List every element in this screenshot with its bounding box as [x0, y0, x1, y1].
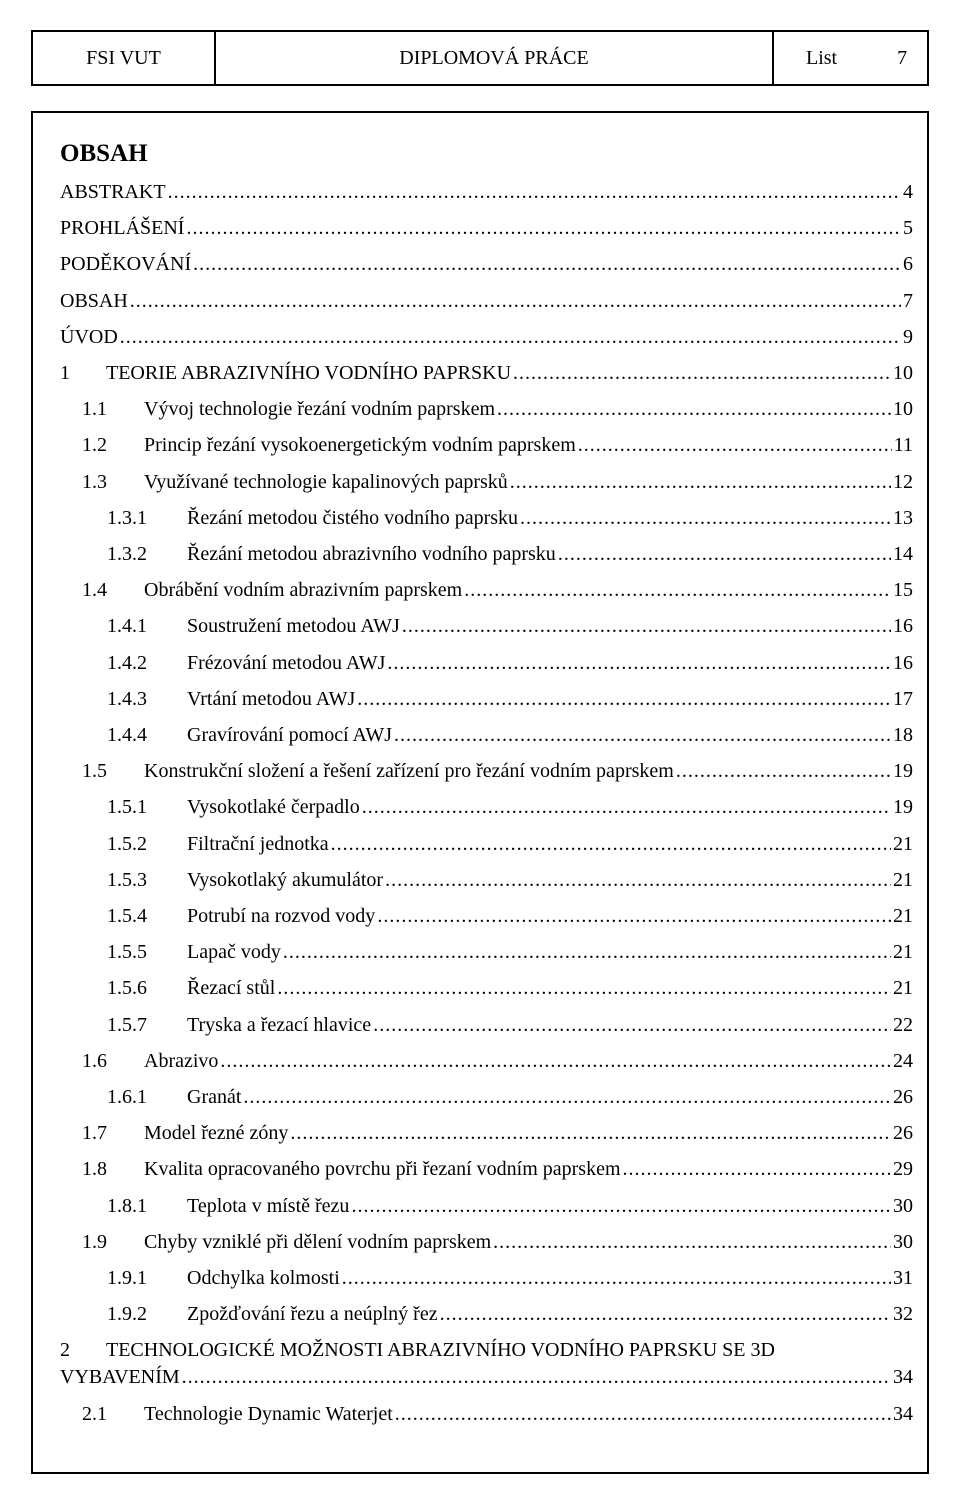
toc-entry-page: 10 [893, 362, 913, 384]
toc-entry-text: TEORIE ABRAZIVNÍHO VODNÍHO PAPRSKU [106, 362, 512, 384]
toc-entry-page: 7 [903, 289, 913, 312]
toc-leader-dots [377, 901, 891, 931]
toc-entry-text: Zpožďování řezu a neúplný řez [187, 1303, 438, 1326]
toc-entry[interactable] [60, 286, 913, 322]
toc-entry-number: 1.9.2 [107, 1303, 147, 1326]
toc-leader-dots [290, 1118, 891, 1148]
toc-entry-page: 9 [903, 325, 913, 348]
toc-entry[interactable] [82, 1154, 913, 1190]
toc-entry-page: 26 [893, 1122, 913, 1145]
toc-entry-number: 1.4 [82, 579, 107, 602]
toc-entry-page: 4 [903, 181, 913, 203]
toc-entry[interactable] [82, 430, 913, 466]
toc-entry-number: 1.4.2 [107, 651, 147, 674]
toc-leader-dots [362, 792, 891, 822]
toc-entry[interactable] [107, 1191, 913, 1227]
page-header [31, 30, 929, 86]
toc-leader-dots [385, 865, 891, 895]
toc-leader-dots [130, 286, 901, 316]
toc-entry[interactable] [107, 792, 913, 828]
toc-entry-page: 21 [893, 905, 913, 927]
toc-entry-text-continued: VYBAVENÍM [60, 1366, 180, 1389]
toc-entry[interactable] [82, 394, 913, 430]
toc-leader-dots [394, 720, 891, 750]
toc-entry-text: Teplota v místě řezu [187, 1194, 350, 1217]
header-page-number: 7 [897, 46, 908, 69]
toc-entry[interactable] [107, 611, 913, 647]
toc-entry[interactable] [107, 684, 913, 720]
toc-entry[interactable] [107, 503, 913, 539]
toc-leader-dots [373, 1010, 891, 1040]
toc-entry-page: 21 [893, 868, 913, 891]
toc-entry-text: PODĚKOVÁNÍ [60, 253, 192, 276]
toc-entry-page: 21 [893, 832, 913, 855]
toc-entry[interactable] [82, 1399, 913, 1435]
toc-entry-text: PROHLÁŠENÍ [60, 217, 185, 240]
toc-entry[interactable] [107, 648, 913, 684]
toc-entry[interactable] [107, 865, 913, 901]
toc-entry[interactable] [107, 1010, 913, 1046]
toc-leader-dots [464, 575, 891, 605]
toc-entry-page: 24 [893, 1049, 913, 1072]
toc-entry-page: 21 [893, 977, 913, 1000]
toc-entry-text: Granát [187, 1086, 242, 1108]
toc-entry-page: 31 [893, 1267, 913, 1289]
toc-entry-page: 34 [893, 1366, 913, 1389]
toc-leader-dots [497, 394, 891, 424]
toc-leader-dots [120, 322, 901, 352]
toc-leader-dots [493, 1227, 891, 1257]
header-school: FSI VUT [33, 32, 216, 84]
toc-entry-number: 1.3.2 [107, 543, 147, 565]
toc-entry-page: 13 [893, 506, 913, 529]
toc-entry-text: Konstrukční složení a řešení zařízení pro řezání vodním paprskem [144, 760, 674, 783]
toc-entry[interactable] [82, 1118, 913, 1154]
toc-entry-text: Vrtání metodou AWJ [187, 687, 356, 710]
toc-entry[interactable] [107, 1299, 913, 1335]
toc-entry-text: Odchylka kolmosti [187, 1267, 340, 1289]
toc-entry-text: Vývoj technologie řezání vodním paprskem [144, 398, 496, 421]
toc-entry-page: 21 [893, 941, 913, 964]
toc-entry-page: 11 [893, 434, 913, 457]
toc-entry-number: 1.8.1 [107, 1194, 147, 1217]
toc-entry[interactable] [107, 829, 913, 865]
toc-entry-text: Vysokotlaké čerpadlo [187, 796, 360, 819]
toc-entry[interactable] [60, 322, 913, 358]
toc-leader-dots [283, 937, 891, 967]
toc-entry-number: 1.5.5 [107, 941, 147, 964]
toc-entry-page: 30 [893, 1194, 913, 1217]
toc-entry-page: 16 [893, 615, 913, 638]
toc-entry-text: OBSAH [60, 289, 128, 312]
toc-entry-page: 30 [893, 1230, 913, 1253]
toc-entry-number: 1.5.1 [107, 796, 147, 819]
toc-entry-text: Řezání metodou čistého vodního paprsku [187, 506, 519, 529]
toc-leader-dots [168, 177, 901, 207]
toc-title: OBSAH [60, 140, 148, 167]
toc-entry[interactable] [107, 539, 913, 575]
toc-entry[interactable] [82, 756, 913, 792]
toc-entry-text: Řezací stůl [187, 977, 276, 1000]
toc-entry[interactable] [107, 720, 913, 756]
toc-entry[interactable] [82, 1227, 913, 1263]
toc-entry-page: 34 [893, 1402, 913, 1425]
toc-entry-text: ABSTRAKT [60, 181, 166, 203]
toc-entry-page: 17 [893, 687, 913, 710]
toc-entry[interactable] [60, 358, 913, 394]
toc-entry[interactable] [107, 1263, 913, 1299]
toc-entry-text: Tryska a řezací hlavice [187, 1013, 372, 1036]
toc-entry-number: 1.6 [82, 1049, 107, 1072]
toc-entry-line1 [60, 1335, 775, 1365]
toc-entry-number: 1 [60, 362, 70, 384]
toc-entry-page: 32 [893, 1303, 913, 1326]
toc-leader-dots [220, 1046, 891, 1076]
toc-entry-page: 26 [893, 1086, 913, 1108]
toc-entry-number: 1.5.6 [107, 977, 147, 1000]
toc-leader-dots [186, 213, 901, 243]
toc-entry-page: 6 [903, 253, 913, 276]
toc-entry-text: Abrazivo [144, 1049, 219, 1072]
toc-entry-number: 1.3.1 [107, 506, 147, 529]
toc-entry-page: 29 [893, 1158, 913, 1181]
toc-entry-number: 1.4.3 [107, 687, 147, 710]
toc-entry[interactable] [82, 467, 913, 503]
toc-entry-number: 2 [60, 1339, 70, 1362]
toc-entry[interactable] [60, 249, 913, 285]
header-list [774, 32, 927, 84]
toc-entry[interactable] [60, 177, 913, 213]
toc-leader-dots [402, 611, 891, 641]
toc-entry[interactable] [82, 1046, 913, 1082]
toc-entry-number: 1.7 [82, 1122, 107, 1145]
toc-entry-number: 1.3 [82, 470, 107, 493]
toc-entry-text: Model řezné zóny [144, 1122, 289, 1145]
toc-leader-dots [578, 430, 892, 460]
toc-entry-number: 1.4.1 [107, 615, 147, 638]
toc-entry-page: 18 [893, 724, 913, 746]
toc-entry-number: 1.5.3 [107, 868, 147, 891]
toc-leader-dots [510, 467, 891, 497]
toc-entry-number: 1.9.1 [107, 1267, 147, 1289]
toc-leader-dots [342, 1263, 891, 1293]
toc-entry-text: Řezání metodou abrazivního vodního paprsku [187, 543, 556, 565]
toc-entry[interactable] [107, 901, 913, 937]
toc-entry[interactable] [60, 213, 913, 249]
toc-entry-text: Technologie Dynamic Waterjet [144, 1402, 393, 1425]
toc-entry-page: 22 [893, 1013, 913, 1036]
toc-entry[interactable] [107, 937, 913, 973]
table-of-contents [31, 111, 929, 1474]
toc-entry-text: Filtrační jednotka [187, 832, 329, 855]
header-doc-type: DIPLOMOVÁ PRÁCE [216, 32, 774, 84]
toc-entry-page: 12 [893, 470, 913, 493]
toc-entry-text: Obrábění vodním abrazivním paprskem [144, 579, 463, 602]
toc-entry-number: 1.1 [82, 398, 107, 421]
toc-leader-dots [440, 1299, 891, 1329]
toc-entry-number: 1.2 [82, 434, 107, 457]
toc-entry-page: 15 [893, 579, 913, 602]
toc-entry-page: 16 [893, 651, 913, 674]
toc-entry-page: 19 [893, 796, 913, 819]
toc-entry-number: 1.5 [82, 760, 107, 783]
toc-leader-dots [351, 1191, 891, 1221]
toc-entry-text: TECHNOLOGICKÉ MOŽNOSTI ABRAZIVNÍHO VODNÍHO PAPRSKU SE 3D [106, 1339, 775, 1362]
toc-leader-dots [513, 358, 891, 388]
toc-entry-number: 1.4.4 [107, 724, 147, 746]
toc-entry-text: Princip řezání vysokoenergetickým vodním paprskem [144, 434, 576, 457]
toc-entry[interactable] [107, 1082, 913, 1118]
toc-entry-text: Gravírování pomocí AWJ [187, 724, 393, 746]
toc-leader-dots [395, 1399, 891, 1429]
toc-entry-number: 1.5.2 [107, 832, 147, 855]
toc-entry-text: Využívané technologie kapalinových paprsků [144, 470, 508, 493]
toc-leader-dots [387, 648, 891, 678]
toc-entry-number: 1.8 [82, 1158, 107, 1181]
toc-entry-page: 14 [893, 543, 913, 565]
toc-leader-dots [193, 249, 901, 279]
toc-entry-page: 19 [893, 760, 913, 783]
toc-entry-page: 10 [893, 398, 913, 421]
toc-entry[interactable] [60, 1362, 913, 1398]
toc-entry-text: Kvalita opracovaného povrchu při řezaní vodním paprskem [144, 1158, 621, 1181]
toc-entry-number: 2.1 [82, 1402, 107, 1425]
toc-leader-dots [331, 829, 891, 859]
toc-entry-text: Lapač vody [187, 941, 281, 964]
toc-leader-dots [623, 1154, 891, 1184]
toc-entry-text: ÚVOD [60, 325, 118, 348]
toc-entry-number: 1.5.4 [107, 905, 147, 927]
toc-entry[interactable] [82, 575, 913, 611]
toc-entry-text: Vysokotlaký akumulátor [187, 868, 384, 891]
toc-entry-number: 1.5.7 [107, 1013, 147, 1036]
toc-entry-page: 5 [903, 217, 913, 240]
header-list-label: List [806, 46, 838, 69]
toc-entry-number: 1.6.1 [107, 1086, 147, 1108]
toc-leader-dots [357, 684, 891, 714]
toc-entry-text: Potrubí na rozvod vody [187, 905, 376, 927]
toc-entry-number: 1.9 [82, 1230, 107, 1253]
toc-entry-text: Chyby vzniklé při dělení vodním paprskem [144, 1230, 492, 1253]
toc-leader-dots [277, 973, 891, 1003]
toc-leader-dots [558, 539, 891, 569]
toc-leader-dots [182, 1362, 891, 1392]
toc-leader-dots [676, 756, 891, 786]
toc-entry-text: Frézování metodou AWJ [187, 651, 386, 674]
toc-entry-text: Soustružení metodou AWJ [187, 615, 400, 638]
toc-leader-dots [520, 503, 891, 533]
toc-entry[interactable] [107, 973, 913, 1009]
toc-leader-dots [243, 1082, 891, 1112]
